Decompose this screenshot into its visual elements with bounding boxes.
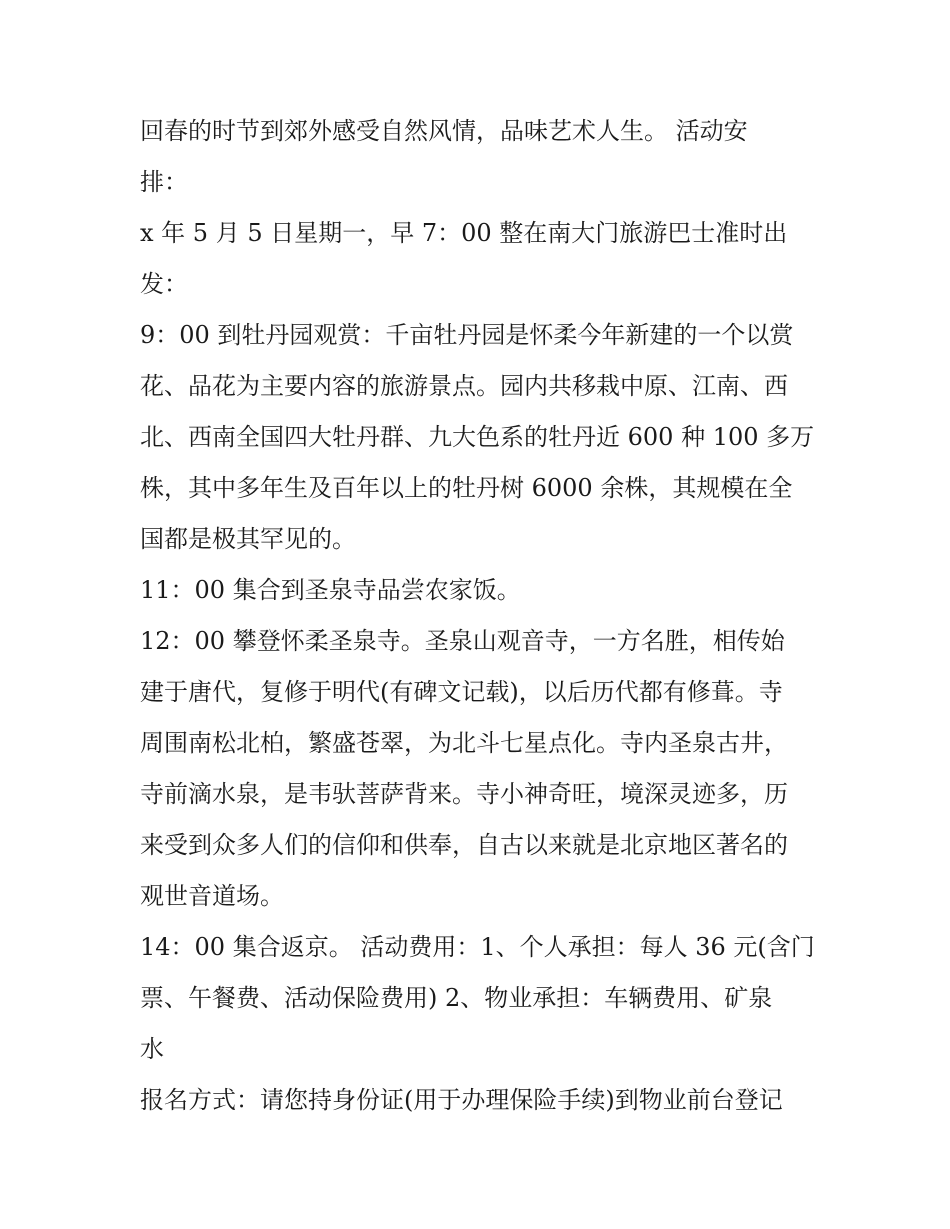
text-line: 12：00 攀登怀柔圣泉寺。圣泉山观音寺，一方名胜，相传始 [140,627,785,655]
text-line: 发： [140,270,188,298]
text-line: 14：00 集合返京。 活动费用：1、个人承担：每人 36 元(含门 [140,933,815,961]
text-line: x 年 5 月 5 日星期一，早 7：00 整在南大门旅游巴士准时出 [140,219,788,247]
text-line: 株，其中多年生及百年以上的牡丹树 6000 余株，其规模在全 [140,474,793,502]
text-line: 票、午餐费、活动保险费用) 2、物业承担：车辆费用、矿泉 [140,984,773,1012]
text-line: 建于唐代，复修于明代(有碑文记载)，以后历代都有修葺。寺 [140,678,783,706]
text-line: 来受到众多人们的信仰和供奉，自古以来就是北京地区著名的 [140,831,788,859]
text-line: 回春的时节到郊外感受自然风情，品味艺术人生。 活动安 [140,117,748,145]
text-line: 观世音道场。 [140,882,284,910]
text-line: 国都是极其罕见的。 [140,525,356,553]
document-body [140,106,820,1126]
text-line: 11：00 集合到圣泉寺品尝农家饭。 [140,576,521,604]
text-line: 周围南松北柏，繁盛苍翠，为北斗七星点化。寺内圣泉古井， [140,729,788,757]
text-line: 花、品花为主要内容的旅游景点。园内共移栽中原、江南、西 [140,372,788,400]
text-line: 9：00 到牡丹园观赏：千亩牡丹园是怀柔今年新建的一个以赏 [140,321,794,349]
text-line: 报名方式：请您持身份证(用于办理保险手续)到物业前台登记 [140,1086,783,1114]
text-line: 水 [140,1035,164,1063]
text-line: 排： [140,168,188,196]
text-line: 北、西南全国四大牡丹群、九大色系的牡丹近 600 种 100 多万 [140,423,815,451]
text-line: 寺前滴水泉，是韦驮菩萨背来。寺小神奇旺，境深灵迹多，历 [140,780,788,808]
